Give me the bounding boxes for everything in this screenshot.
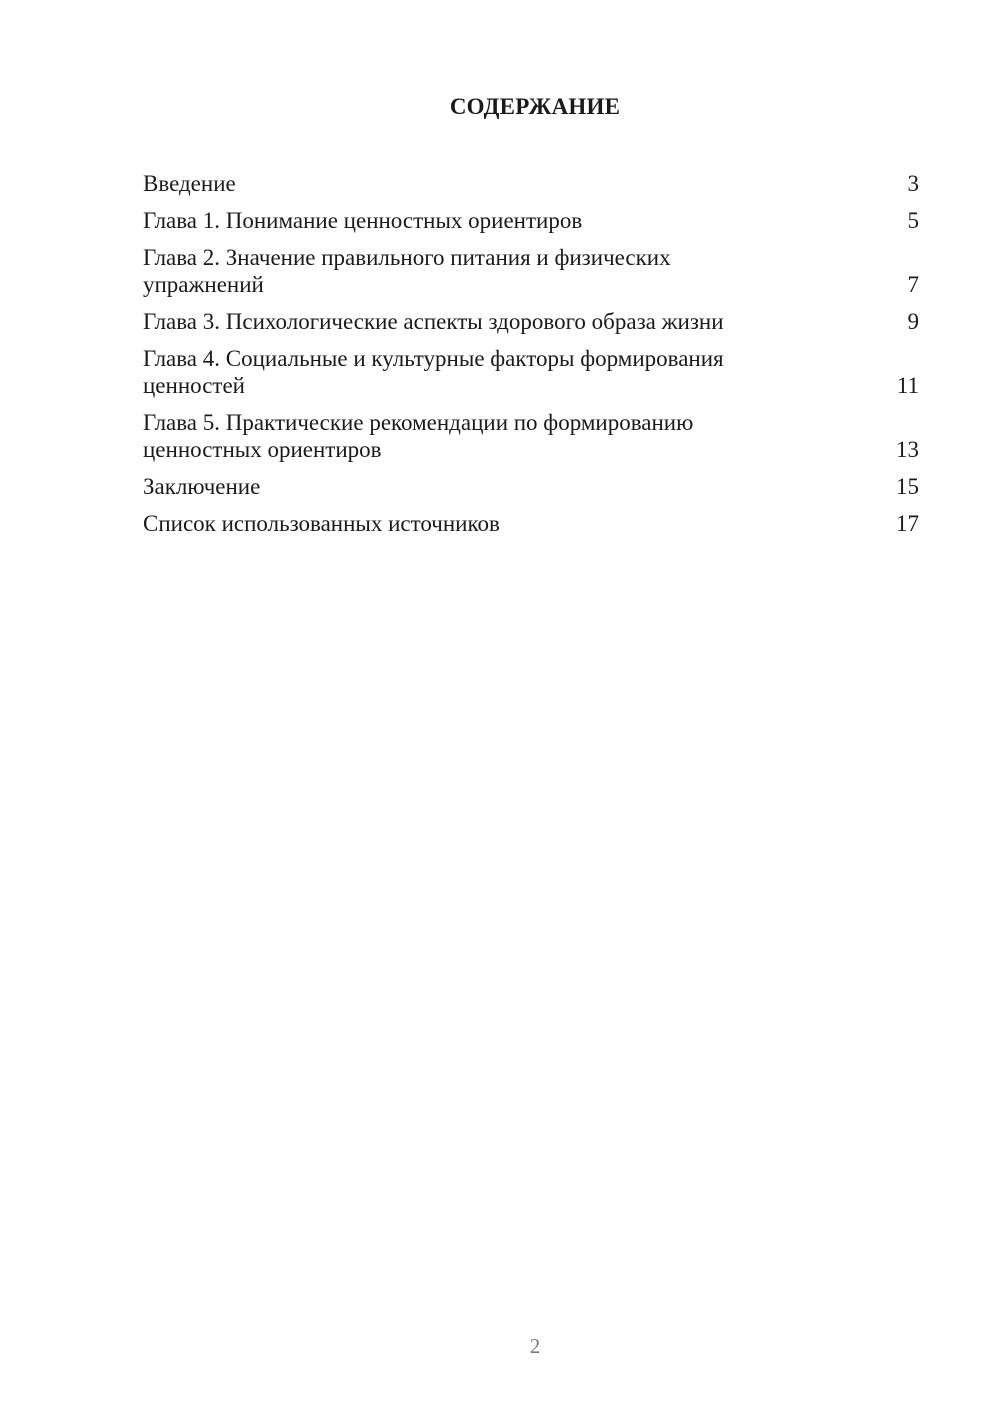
toc-entry-chapter-1 [143, 207, 919, 234]
toc-entry-page: 9 [907, 309, 919, 334]
toc-entry-page: 3 [907, 171, 919, 196]
toc-entry-page: 7 [907, 272, 919, 297]
toc-entry-title: Глава 3. Психологические аспекты здорового образа жизни [143, 309, 724, 334]
toc-entry-page: 17 [896, 511, 919, 536]
toc-entry-page: 5 [907, 208, 919, 233]
toc-entry-page: 15 [896, 474, 919, 499]
toc-entry-title: Список использованных источников [143, 511, 500, 536]
toc-entry-title: Глава 1. Понимание ценностных ориентиров [143, 208, 583, 233]
toc-entry-chapter-2 [143, 244, 919, 298]
table-of-contents [143, 170, 919, 547]
toc-entry-chapter-4 [143, 345, 919, 399]
toc-entry-chapter-3 [143, 308, 919, 335]
toc-entry-conclusion [143, 473, 919, 500]
toc-entry-references [143, 510, 919, 537]
toc-entry-introduction [143, 170, 919, 197]
toc-heading: СОДЕРЖАНИЕ [449, 94, 621, 119]
toc-entry-title: Глава 4. Социальные и культурные факторы формирования ценностей [143, 346, 724, 398]
toc-entry-title: Глава 5. Практические рекомендации по формированию ценностных ориентиров [143, 410, 694, 462]
toc-entry-chapter-5 [143, 409, 919, 463]
toc-entry-page: 13 [896, 437, 919, 462]
toc-entry-title: Глава 2. Значение правильного питания и физических упражнений [143, 245, 671, 297]
page-number: 2 [529, 1334, 541, 1358]
toc-entry-page: 11 [896, 373, 919, 398]
toc-entry-title: Заключение [143, 474, 261, 499]
toc-entry-title: Введение [143, 171, 236, 196]
